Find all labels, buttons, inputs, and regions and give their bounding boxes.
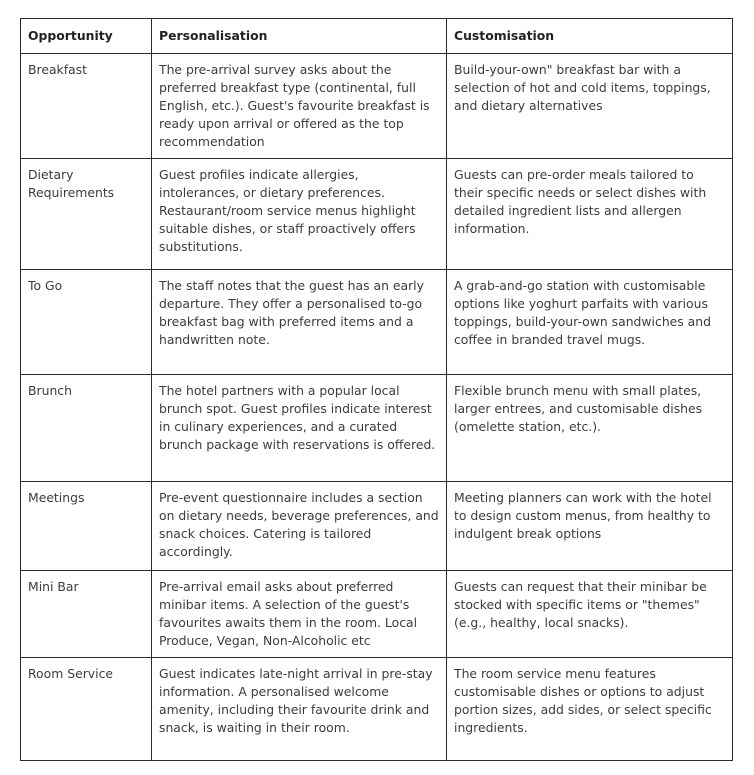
- cell-personalisation: The hotel partners with a popular local brunch spot. Guest profiles indicate interest in culinary experiences, and a curated brunch package with reservations is offered.: [152, 375, 447, 482]
- table-row-meetings: [21, 482, 733, 571]
- cell-personalisation: Pre-event questionnaire includes a section on dietary needs, beverage preferences, and snack choices. Catering is tailored accordingly.: [152, 482, 447, 571]
- cell-customisation: Meeting planners can work with the hotel to design custom menus, from healthy to indulgent break options: [447, 482, 733, 571]
- cell-personalisation: The pre-arrival survey asks about the preferred breakfast type (continental, full English, etc.). Guest's favourite breakfast is ready upon arrival or offered as the top recommendation: [152, 54, 447, 159]
- cell-opportunity: Breakfast: [21, 54, 152, 159]
- cell-opportunity: Meetings: [21, 482, 152, 571]
- cell-personalisation: Guest indicates late-night arrival in pre-stay information. A personalised welcome amenity, including their favourite drink and snack, is waiting in their room.: [152, 658, 447, 761]
- table-row-breakfast: [21, 54, 733, 159]
- cell-customisation: Guests can pre-order meals tailored to their specific needs or select dishes with detailed ingredient lists and allergen information.: [447, 159, 733, 270]
- table-row-brunch: [21, 375, 733, 482]
- cell-opportunity: Dietary Requirements: [21, 159, 152, 270]
- cell-opportunity: Room Service: [21, 658, 152, 761]
- header-customisation: Customisation: [447, 19, 733, 54]
- cell-customisation: A grab-and-go station with customisable options like yoghurt parfaits with various toppings, build-your-own sandwiches and coffee in branded travel mugs.: [447, 270, 733, 375]
- cell-personalisation: Guest profiles indicate allergies, intolerances, or dietary preferences. Restaurant/room service menus highlight suitable dishes, or staff proactively offers substitutions.: [152, 159, 447, 270]
- table-header-row: [21, 19, 733, 54]
- cell-customisation: Build-your-own" breakfast bar with a selection of hot and cold items, toppings, and dietary alternatives: [447, 54, 733, 159]
- header-opportunity: Opportunity: [21, 19, 152, 54]
- table-row-mini-bar: [21, 571, 733, 658]
- opportunity-table: [20, 18, 733, 761]
- table-row-dietary-requirements: [21, 159, 733, 270]
- cell-customisation: Flexible brunch menu with small plates, larger entrees, and customisable dishes (omelette station, etc.).: [447, 375, 733, 482]
- cell-customisation: Guests can request that their minibar be stocked with specific items or "themes" (e.g., healthy, local snacks).: [447, 571, 733, 658]
- cell-opportunity: Brunch: [21, 375, 152, 482]
- cell-personalisation: The staff notes that the guest has an early departure. They offer a personalised to-go breakfast bag with preferred items and a handwritten note.: [152, 270, 447, 375]
- cell-customisation: The room service menu features customisable dishes or options to adjust portion sizes, add sides, or select specific ingredients.: [447, 658, 733, 761]
- table-row-room-service: [21, 658, 733, 761]
- document-page: [20, 18, 733, 761]
- header-personalisation: Personalisation: [152, 19, 447, 54]
- table-row-to-go: [21, 270, 733, 375]
- cell-opportunity: To Go: [21, 270, 152, 375]
- cell-personalisation: Pre-arrival email asks about preferred minibar items. A selection of the guest's favourites awaits them in the room. Local Produce, Vegan, Non-Alcoholic etc: [152, 571, 447, 658]
- cell-opportunity: Mini Bar: [21, 571, 152, 658]
